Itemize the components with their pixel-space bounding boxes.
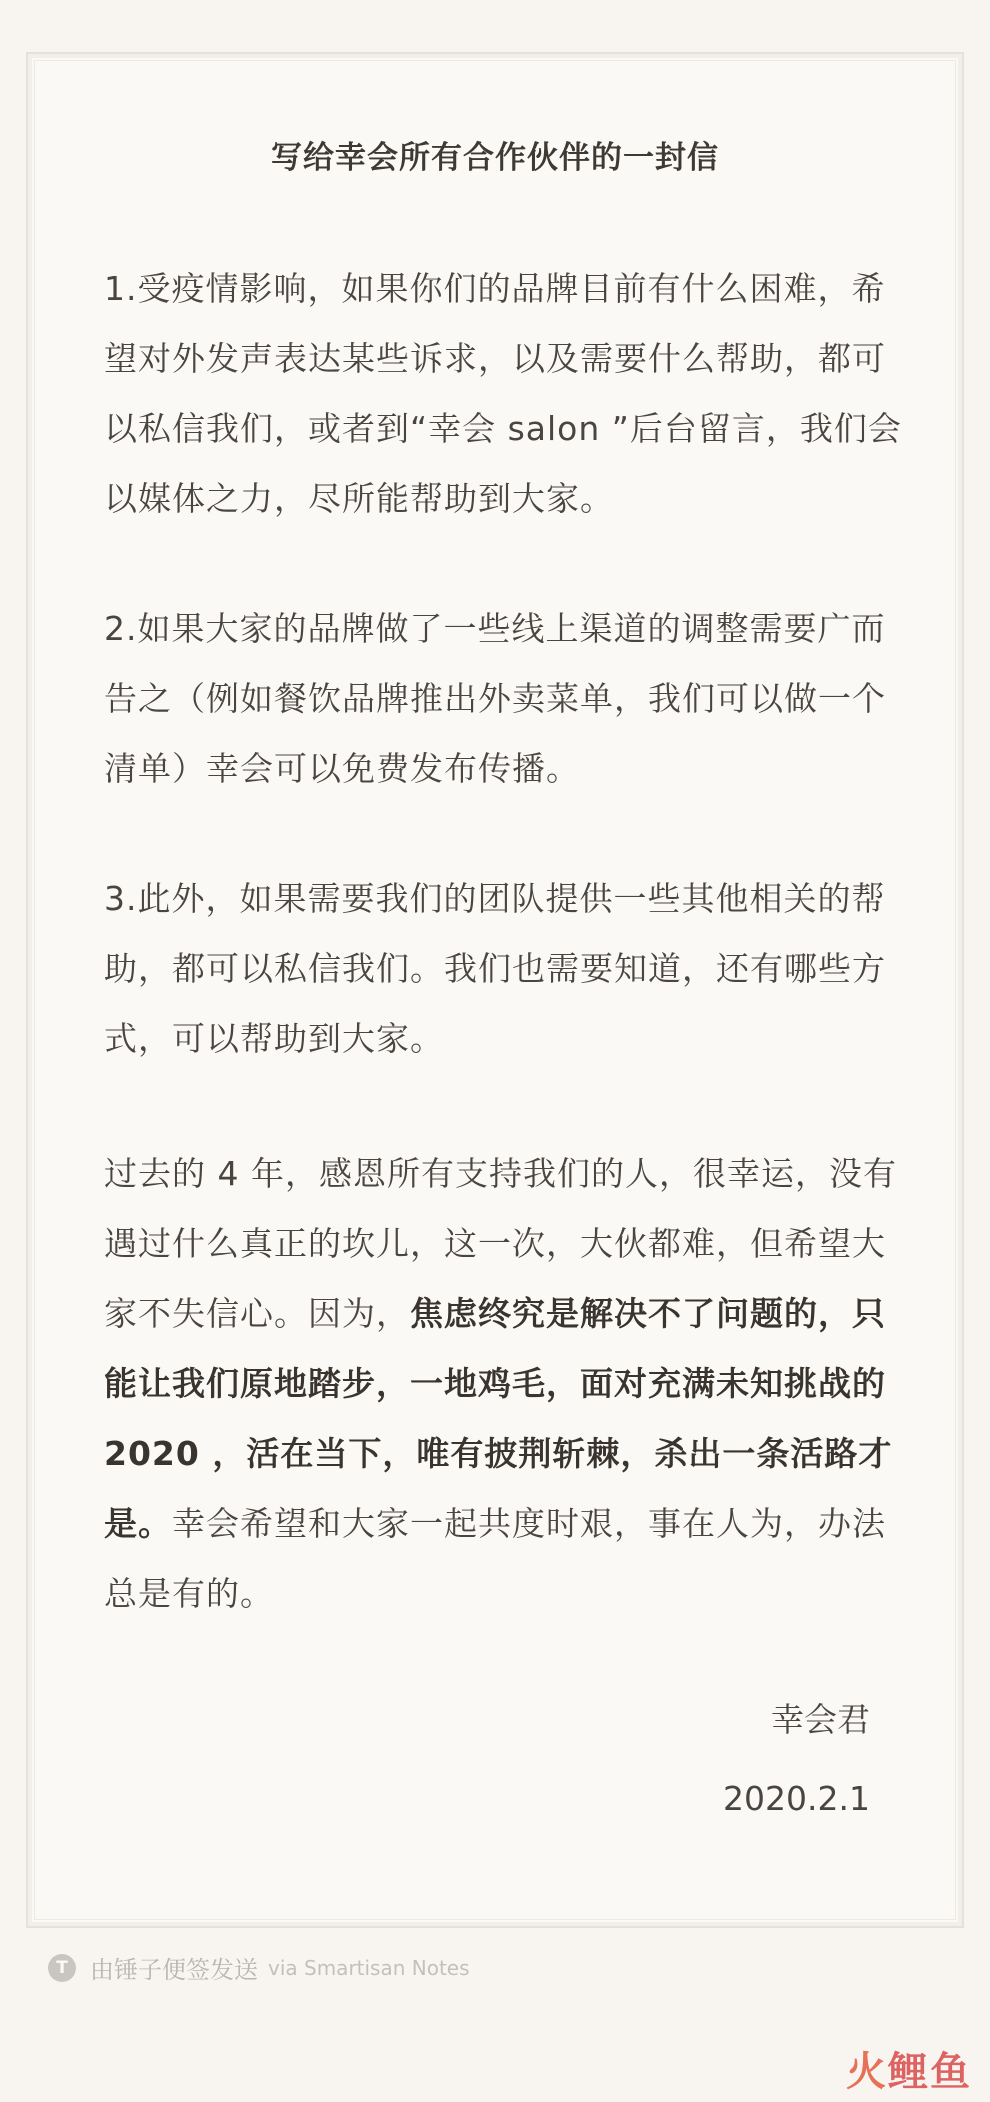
watermark-part-1: 火 (846, 2049, 888, 2095)
smartisan-notes-icon: T (48, 1954, 76, 1982)
paragraph-4 (104, 1139, 904, 1629)
paragraph-3: 3.此外，如果需要我们的团队提供一些其他相关的帮助，都可以私信我们。我们也需要知道，还有哪些方式，可以帮助到大家。 (104, 879, 886, 1058)
paragraph-1: 1.受疫情影响，如果你们的品牌目前有什么困难，希望对外发声表达某些诉求，以及需要什么帮助，都可以私信我们，或者到“幸会 salon ”后台留言，我们会以媒体之力，尽所能帮助到大家。 (104, 269, 902, 518)
paragraph-4-start: 过去的 4 年，感恩所有支持我们的人，很幸运，没有遇过什么真正的坎儿，这一次，大伙都难，但希望大家不失信心。因为， (104, 1154, 897, 1333)
app-footer (48, 1950, 470, 1985)
footer-via: via Smartisan Notes (268, 1955, 470, 1980)
watermark-part-2: 鲤鱼 (888, 2049, 972, 2095)
paragraph-2: 2.如果大家的品牌做了一些线上渠道的调整需要广而告之（例如餐饮品牌推出外卖菜单，我们可以做一个清单）幸会可以免费发布传播。 (104, 609, 886, 788)
letter-title: 写给幸会所有合作伙伴的一封信 (271, 140, 719, 176)
note-paper (26, 52, 964, 1928)
watermark-logo (846, 2040, 972, 2097)
paragraph-4-end: 幸会希望和大家一起共度时艰，事在人为，办法总是有的。 (104, 1504, 886, 1613)
signature: 幸会君 (771, 1700, 870, 1739)
letter-date: 2020.2.1 (723, 1779, 870, 1818)
paragraph-4-bold: 焦虑终究是解决不了问题的，只能让我们原地踏步，一地鸡毛，面对充满未知挑战的 2020 ，活在当下，唯有披荆斩棘，杀出一条活路才是。 (104, 1294, 893, 1543)
footer-label: 由锤子便签发送 (90, 1956, 258, 1984)
